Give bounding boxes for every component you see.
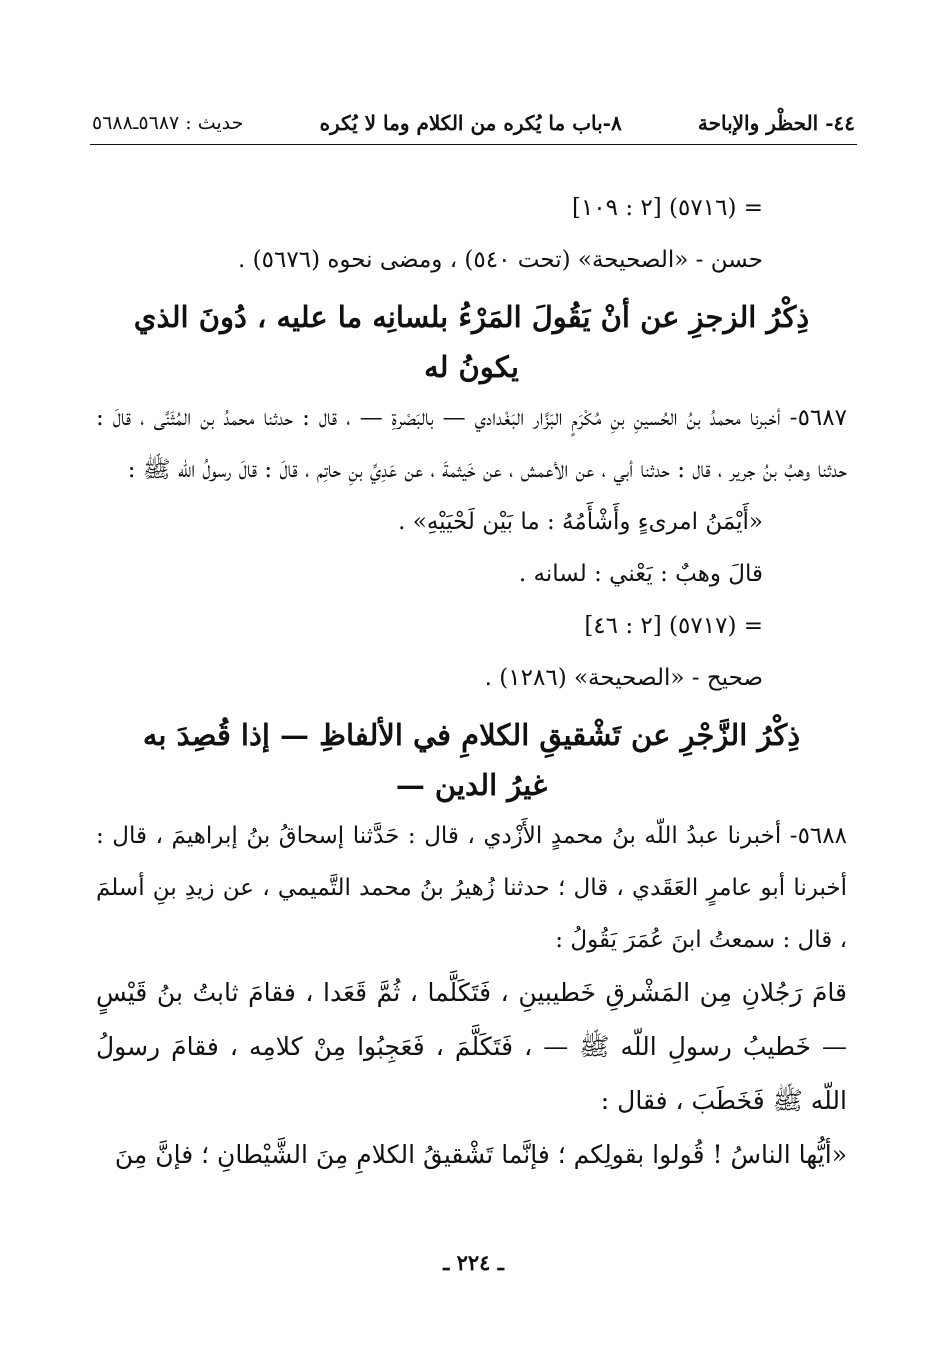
page-number: ـ ٢٢٤ ـ xyxy=(443,1250,504,1275)
running-header xyxy=(92,104,855,142)
grade-5717: صحيح - «الصحيحة» (١٢٨٦) . xyxy=(484,665,763,691)
hadith-5688-matn-2: «أيُّها الناسُ ! قُولوا بقولِكم ؛ فإنَّما تَشْقيقُ الكلامِ مِنَ الشَّيْطانِ ؛ فإنَّ مِنَ xyxy=(114,1140,847,1169)
chapter-title: ٨-باب ما يُكره من الكلام وما لا يُكره xyxy=(319,111,622,135)
grade-5716: حسن - «الصحيحة» (تحت ٥٤٠) ، ومضى نحوه (٥٦٧٦) . xyxy=(238,247,763,273)
hadith-5687-isnad: ٥٦٨٧- أخبرنا محمدُ بنُ الحُسينِ بنِ مُكْرَمٍ البَزَّار البَغْدادي — بالبَصْرةِ — ، قال : حدثنا محمدُ بن المُثَنَّى ، قالَ : حدثنا وهبُ بنُ جرير ، قال : حدثنا أبي ، عن الأعمش ، عن خَيثمةَ ، عن عَدِيِّ بنِ حاتِم ، قالَ : قالَ رسولُ اللّه ﷺ : xyxy=(96,405,847,483)
hadith-5687-matn: «أَيْمَنُ امرىءٍ وأَشْأَمُهُ : ما بَيْن لَحْيَيْهِ» . xyxy=(398,509,763,535)
hadith-range: حديث : ٥٦٨٧ـ٥٦٨٨ xyxy=(92,112,244,134)
hadith-5688-matn-1: قامَ رَجُلانِ مِن المَشْرقِ خَطيبينِ ، فَتَكَلَّما ، ثُمَّ قَعَدا ، فقامَ ثابتُ بنُ قَيْسٍ — خَطيبُ رسولِ اللّه ﷺ — ، فَتَكَلَّمَ ، فَعَجِبُوا مِنْ كلامِه ، فقامَ رسولُ اللّه ﷺ فَخَطَبَ ، فقال : xyxy=(96,978,847,1115)
section-title-1: ذِكْرُ الزجزِ عن أنْ يَقُولَ المَرْءُ بلسانِه ما عليه ، دُونَ الذي يكونُ له xyxy=(133,300,810,384)
page-body xyxy=(96,182,847,1182)
section-title-2: ذِكْرُ الزَّجْرِ عن تَشْقيقِ الكلامِ في الألفاظِ — إذا قُصِدَ به غيرُ الدين — xyxy=(142,718,801,802)
header-rule xyxy=(90,144,857,145)
hadith-5687-note: قالَ وهبٌ : يَعْني : لسانه . xyxy=(518,561,763,587)
ref-5717: = (٥٧١٧) [٢ : ٤٦] xyxy=(584,613,763,639)
book-title: ٤٤- الحظْر والإباحة xyxy=(697,111,855,135)
ref-5716: = (٥٧١٦) [٢ : ١٠٩] xyxy=(571,195,763,221)
hadith-5688-isnad: ٥٦٨٨- أخبرنا عبدُ اللّه بنُ محمدٍ الأَزْدي ، قال : حَدَّثنا إسحاقُ بنُ إبراهيمَ ، قال : أخبرنا أبو عامرٍ العَقَدي ، قال ؛ حدثنا زُهيرُ بنُ محمد التَّميمي ، عن زيدِ بنِ أسلمَ ، قال : سمعتُ ابنَ عُمَرَ يَقُولُ : xyxy=(96,823,847,953)
